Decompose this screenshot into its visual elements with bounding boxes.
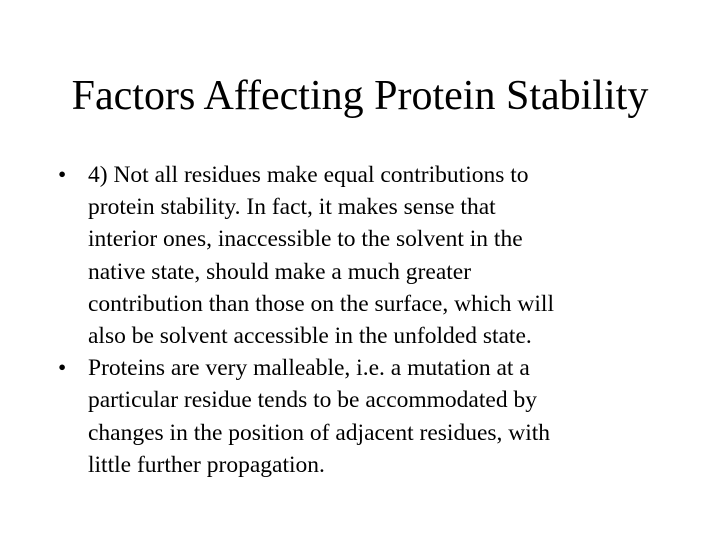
bullet-1-line-3: interior ones, inaccessible to the solvent in the [88, 226, 523, 253]
bullet-marker: • [58, 355, 67, 382]
bullet-item-1 [58, 159, 658, 352]
bullet-item-2 [58, 352, 658, 481]
slide-title: Factors Affecting Protein Stability [71, 73, 649, 119]
bullet-2-line-4: little further propagation. [88, 451, 325, 478]
bullet-marker: • [58, 162, 67, 188]
bullet-2-line-2: particular residue tends to be accommodated by [88, 387, 537, 414]
bullet-list [58, 159, 658, 481]
bullet-1-line-2: protein stability. In fact, it makes sense that [88, 194, 496, 221]
bullet-2-line-3: changes in the position of adjacent residues, with [88, 419, 551, 446]
bullet-1-line-1: 4) Not all residues make equal contributions to [88, 162, 529, 188]
bullet-1-line-4: native state, should make a much greater [88, 258, 472, 285]
bullet-1-line-6: also be solvent accessible in the unfolded state. [88, 323, 532, 350]
bullet-2-line-1: Proteins are very malleable, i.e. a mutation at a [88, 355, 530, 382]
bullet-1-line-5: contribution than those on the surface, which will [88, 290, 554, 317]
